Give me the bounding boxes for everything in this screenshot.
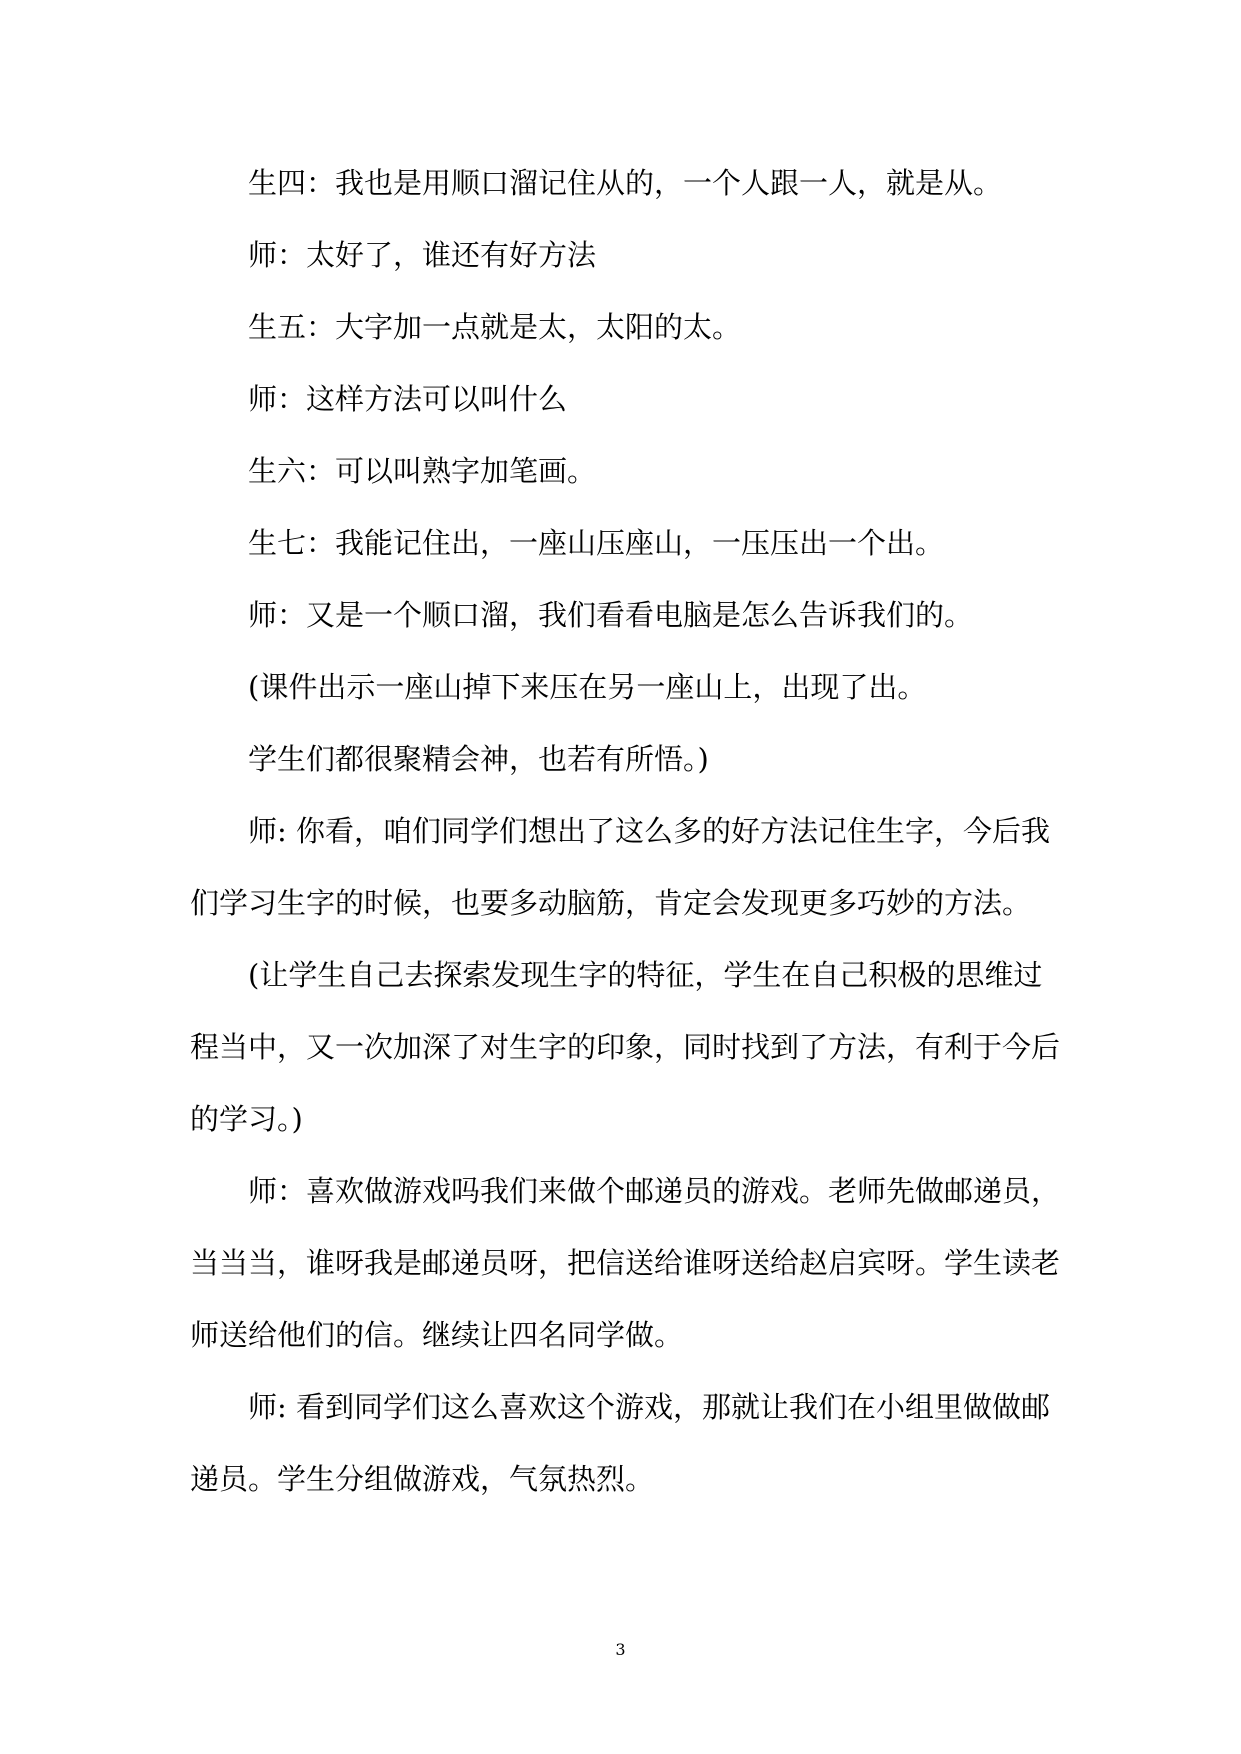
paragraph: (让学生自己去探索发现生字的特征，学生在自己积极的思维过程当中，又一次加深了对生字的印象，同时找到了方法，有利于今后的学习。): [190, 958, 1061, 1136]
document-body: [190, 147, 1060, 1515]
paragraph: 生六：可以叫熟字加笔画。: [248, 454, 597, 488]
paragraph: (课件出示一座山掉下来压在另一座山上，出现了出。: [248, 670, 927, 704]
paragraph: 学生们都很聚精会神，也若有所悟。): [248, 742, 709, 776]
page-number: 3: [615, 1640, 626, 1659]
paragraph: 师：喜欢做游戏吗我们来做个邮递员的游戏。老师先做邮递员，当当当，谁呀我是邮递员呀，把信送给谁呀送给赵启宾呀。学生读老师送给他们的信。继续让四名同学做。: [190, 1174, 1061, 1352]
paragraph: 师: 你看，咱们同学们想出了这么多的好方法记住生字，今后我们学习生字的时候，也要多动脑筋，肯定会发现更多巧妙的方法。: [190, 814, 1050, 920]
paragraph: 生四：我也是用顺口溜记住从的，一个人跟一人，就是从。: [248, 166, 1003, 200]
paragraph: 生七：我能记住出，一座山压座山，一压压出一个出。: [248, 526, 945, 560]
paragraph: 师：又是一个顺口溜，我们看看电脑是怎么告诉我们的。: [248, 598, 974, 632]
paragraph: 师：太好了，谁还有好方法: [248, 238, 597, 272]
paragraph: 师：这样方法可以叫什么: [248, 382, 568, 416]
paragraph: 生五：大字加一点就是太，太阳的太。: [248, 310, 742, 344]
paragraph: 师: 看到同学们这么喜欢这个游戏，那就让我们在小组里做做邮递员。学生分组做游戏，气氛热烈。: [190, 1390, 1050, 1496]
